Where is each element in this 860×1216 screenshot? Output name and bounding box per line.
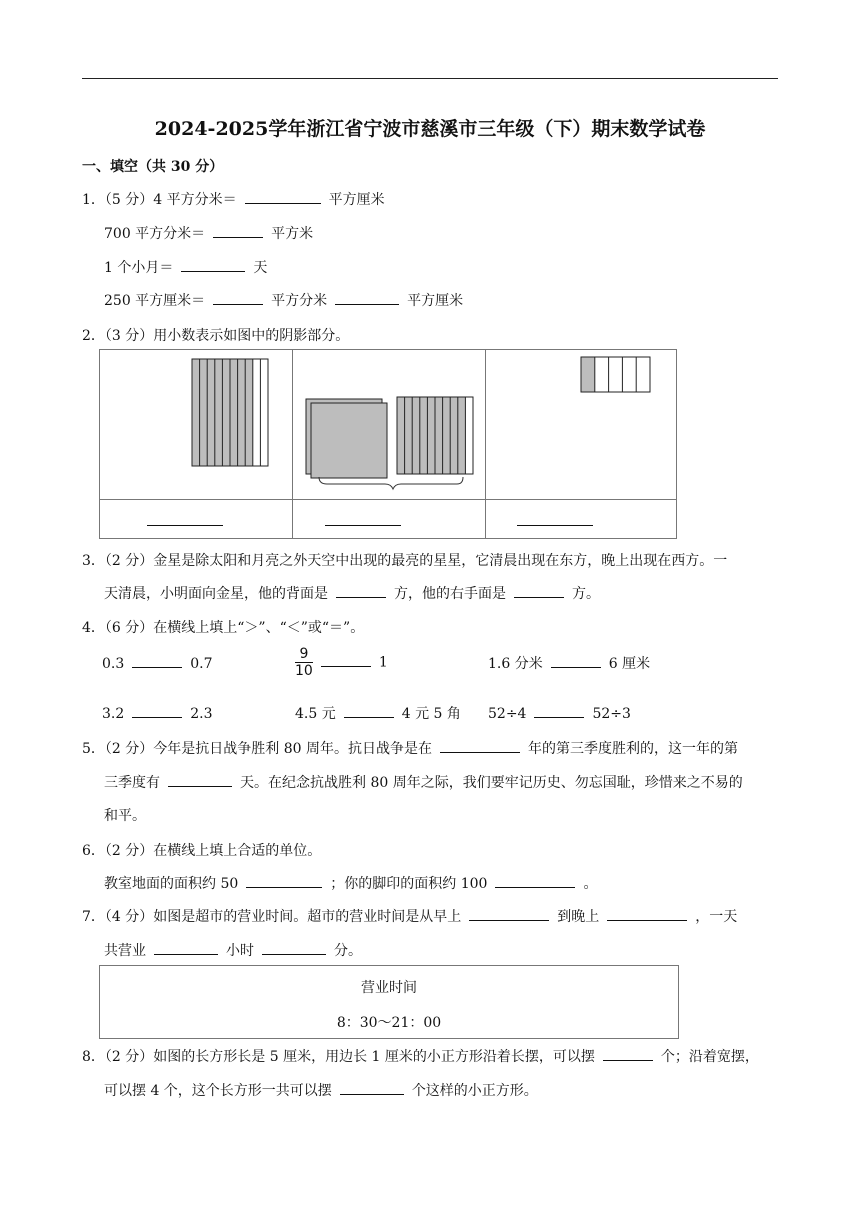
question-3-line-1: 3．（2 分）金星是除太阳和月亮之外天空中出现的最亮的星星，它清晨出现在东方，晚上出现在西方。一 — [82, 553, 728, 569]
question-5-line-2: 三季度有 天。在纪念抗战胜利 80 周年之际，我们要牢记历史、勿忘国耻，珍惜来之不易的 — [104, 772, 743, 792]
question-1-line-4: 250 平方厘米＝ 平方分米 平方厘米 — [104, 290, 463, 310]
answer-blank[interactable] — [440, 738, 520, 753]
question-6-text: 6．（2 分）在横线上填上合适的单位。 — [82, 843, 322, 859]
question-5-line-3: 和平。 — [104, 808, 146, 824]
answer-blank[interactable] — [469, 906, 549, 921]
answer-blank[interactable] — [246, 873, 322, 888]
answer-blank[interactable] — [534, 703, 584, 718]
question-8-line-1: 8．（2 分）如图的长方形长是 5 厘米，用边长 1 厘米的小正方形沿着长摆，可以摆 个；沿着宽摆， — [82, 1046, 759, 1066]
answer-blank[interactable] — [154, 940, 218, 955]
answer-blank[interactable] — [336, 583, 386, 598]
answer-blank[interactable] — [213, 290, 263, 305]
question-5-line-1: 5．（2 分）今年是抗日战争胜利 80 周年。抗日战争是在 年的第三季度胜利的，这一年的第 — [82, 738, 738, 758]
answer-blank[interactable] — [168, 772, 232, 787]
answer-blank[interactable] — [181, 257, 245, 272]
compare-item-f: 52÷4 52÷3 — [488, 703, 631, 722]
tenths-grid-eight-shaded — [192, 359, 268, 466]
answer-blank[interactable] — [340, 1080, 404, 1095]
question-2-figure-table — [99, 349, 678, 540]
question-4-text: 4．（6 分）在横线上填上“＞”、“＜”或“＝”。 — [82, 620, 365, 636]
figure-table-svg — [99, 349, 678, 540]
section-heading: 一、填空（共 30 分） — [82, 159, 224, 175]
fraction: $\frac{9}{10}$ — [295, 646, 313, 679]
whole-squares-and-tenths — [306, 397, 473, 489]
answer-blank[interactable] — [607, 906, 687, 921]
question-3-line-2: 天清晨，小明面向金星，他的背面是 方，他的右手面是 方。 — [104, 583, 600, 603]
business-hours-title: 营业时间 — [361, 980, 417, 996]
answer-blank[interactable] — [132, 653, 182, 668]
answer-blank[interactable] — [514, 583, 564, 598]
answer-blank[interactable] — [551, 653, 601, 668]
answer-blank[interactable] — [335, 290, 399, 305]
compare-item-b: $\frac{9}{10}$ 1 — [295, 646, 388, 679]
business-hours-time: 8：30～21：00 — [336, 1015, 442, 1031]
question-1-line-1: 1．（5 分）4 平方分米＝ 平方厘米 — [82, 189, 385, 209]
answer-blank[interactable] — [603, 1046, 653, 1061]
fifths-strip-one-shaded — [581, 357, 650, 392]
business-hours-box — [99, 965, 679, 1039]
question-1-line-3: 1 个小月＝ 天 — [104, 257, 267, 277]
answer-blank[interactable] — [262, 940, 326, 955]
compare-item-c: 1.6 分米 6 厘米 — [488, 653, 650, 673]
header-rule — [82, 78, 778, 79]
compare-item-e: 4.5 元 4 元 5 角 — [295, 703, 461, 723]
compare-item-d: 3.2 2.3 — [102, 703, 213, 722]
compare-item-a: 0.3 0.7 — [102, 653, 213, 672]
exam-title: 2024-2025学年浙江省宁波市慈溪市三年级（下）期末数学试卷 — [154, 118, 706, 140]
question-7-line-2: 共营业 小时 分。 — [104, 940, 362, 960]
answer-blank[interactable] — [495, 873, 575, 888]
answer-blank[interactable] — [132, 703, 182, 718]
question-6-line-2: 教室地面的面积约 50 ；你的脚印的面积约 100 。 — [104, 873, 597, 893]
question-8-line-2: 可以摆 4 个，这个长方形一共可以摆 个这样的小正方形。 — [104, 1080, 538, 1100]
answer-blank[interactable] — [245, 189, 321, 204]
question-2-text: 2．（3 分）用小数表示如图中的阴影部分。 — [82, 328, 350, 344]
question-1-line-2: 700 平方分米＝ 平方米 — [104, 223, 313, 243]
question-7-line-1: 7．（4 分）如图是超市的营业时间。超市的营业时间是从早上 到晚上 ，一天 — [82, 906, 737, 926]
answer-blank[interactable] — [344, 703, 394, 718]
answer-blank[interactable] — [213, 223, 263, 238]
answer-blank[interactable] — [321, 652, 371, 667]
